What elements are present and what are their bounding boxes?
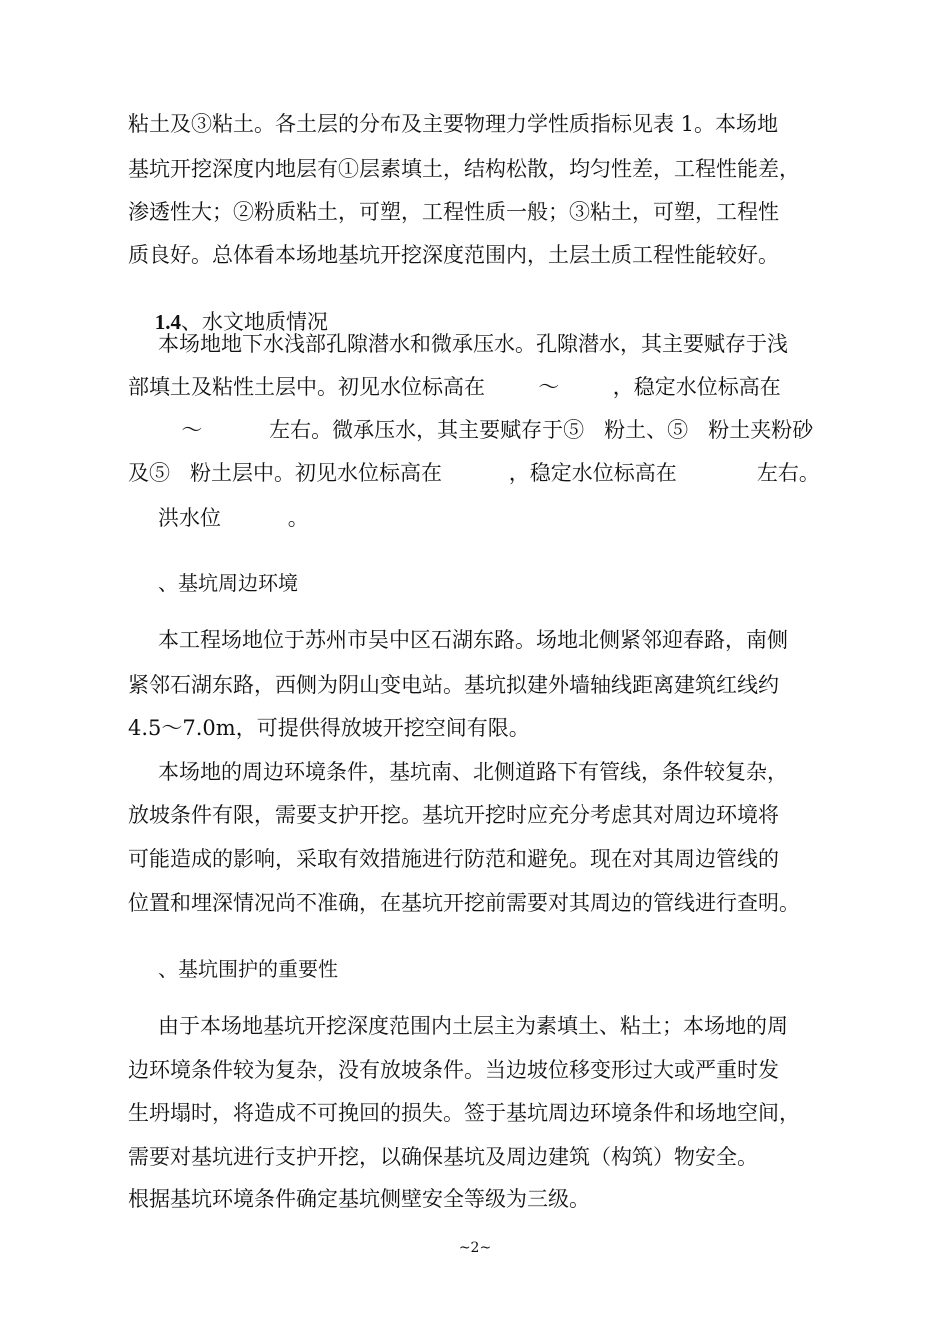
- paragraph-line: 位置和埋深情况尚不准确，在基坑开挖前需要对其周边的管线进行查明。: [128, 891, 800, 915]
- paragraph-line: 质良好。总体看本场地基坑开挖深度范围内，土层土质工程性能较好。: [128, 243, 779, 267]
- paragraph-line: 部填土及粘性土层中。初见水位标高在 ～ ，稳定水位标高在: [128, 375, 781, 399]
- section-heading-importance: 、基坑围护的重要性: [158, 957, 338, 981]
- paragraph-line: 根据基坑环境条件确定基坑侧壁安全等级为三级。: [128, 1187, 590, 1211]
- paragraph-line: 由于本场地基坑开挖深度范围内土层主为素填土、粘土；本场地的周: [158, 1014, 788, 1038]
- paragraph-line: 本工程场地位于苏州市吴中区石湖东路。场地北侧紧邻迎春路，南侧: [158, 628, 788, 652]
- section-title: 、水文地质情况: [180, 310, 328, 334]
- paragraph-line: 洪水位 。: [158, 506, 309, 530]
- paragraph-line: 基坑开挖深度内地层有①层素填土，结构松散，均匀性差，工程性能差，: [128, 157, 800, 181]
- paragraph-line: 可能造成的影响，采取有效措施进行防范和避免。现在对其周边管线的: [128, 847, 779, 871]
- paragraph-line: 粘土及③粘土。各土层的分布及主要物理力学性质指标见表 1。本场地: [128, 112, 779, 136]
- paragraph-line: ～ 左右。微承压水，其主要赋存于⑤ 粉土、⑤ 粉土夹粉砂: [128, 418, 814, 442]
- paragraph-line: 渗透性大；②粉质粘土，可塑，工程性质一般；③粘土，可塑，工程性: [128, 200, 779, 224]
- paragraph-line: 放坡条件有限，需要支护开挖。基坑开挖时应充分考虑其对周边环境将: [128, 803, 779, 827]
- paragraph-line: 本场地地下水浅部孔隙潜水和微承压水。孔隙潜水，其主要赋存于浅: [158, 332, 788, 356]
- paragraph-line: 本场地的周边环境条件，基坑南、北侧道路下有管线，条件较复杂，: [158, 760, 788, 784]
- paragraph-line: 及⑤ 粉土层中。初见水位标高在 ，稳定水位标高在 左右。: [128, 461, 820, 485]
- paragraph-line: 生坍塌时，将造成不可挽回的损失。签于基坑周边环境条件和场地空间，: [128, 1101, 800, 1125]
- section-number: 1.4: [154, 310, 181, 334]
- paragraph-line: 边环境条件较为复杂，没有放坡条件。当边坡位移变形过大或严重时发: [128, 1058, 779, 1082]
- section-heading-environment: 、基坑周边环境: [158, 571, 298, 595]
- page-number: ~2~: [458, 1240, 492, 1256]
- paragraph-line: 需要对基坑进行支护开挖，以确保基坑及周边建筑（构筑）物安全。: [128, 1145, 758, 1169]
- paragraph-line: 紧邻石湖东路，西侧为阴山变电站。基坑拟建外墙轴线距离建筑红线约: [128, 673, 779, 697]
- paragraph-line: 4.5～7.0m，可提供得放坡开挖空间有限。: [128, 716, 530, 740]
